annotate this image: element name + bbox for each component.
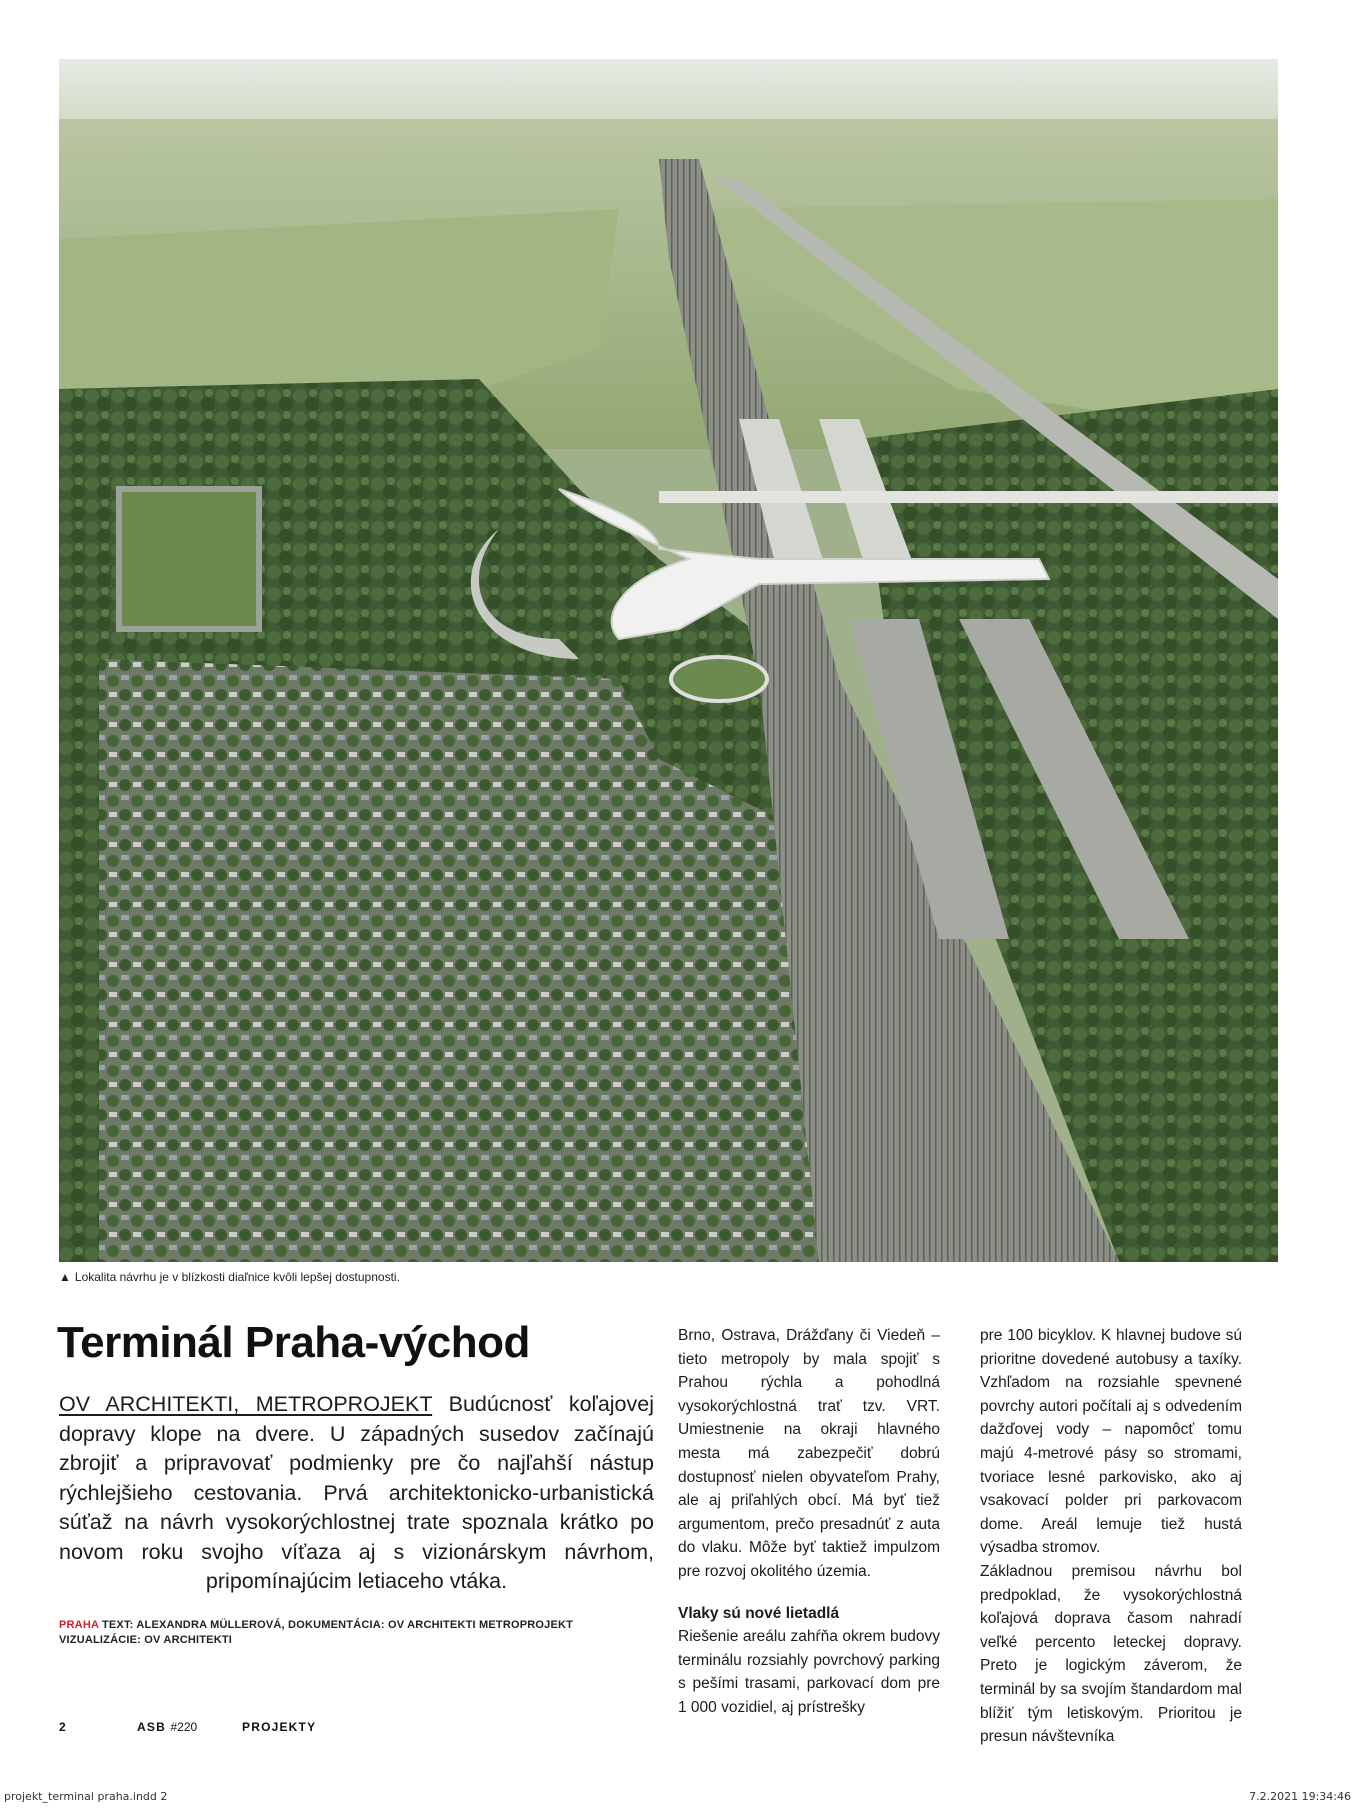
lead-text: Budúcnosť koľajovej dopravy klope na dvere. U západných susedov začínajú zbrojiť a pripravovať podmienky pre čo najľahší nástup rýchlejšieho cestovania. Prvá architektonicko-urbanistická súťaž na návrh vysokorýchlostnej trate spoznala krátko po novom roku svojho víťaza aj s vizionárskym návrhom, pripomínajúcim letiaceho vtáka. xyxy=(59,1392,654,1593)
column-2-paragraph-2: Základnou premisou návrhu bol predpoklad, že vysokorýchlostná koľajová doprava časom nahradí veľké percento leteckej dopravy. Preto je logickým záverom, že terminál by sa svojím štandardom mal blížiť tým letiskovým. Prioritou je presun návštevníka xyxy=(980,1562,1242,1746)
article-title: Terminál Praha-východ xyxy=(57,1318,530,1367)
column-1-paragraph-2: Riešenie areálu zahŕňa okrem budovy terminálu rozsiahly povrchový parking s pešími trasami, parkovací dom pre 1 000 vozidiel, aj prístrešky xyxy=(678,1628,940,1716)
column-1-paragraph-1: Brno, Ostrava, Drážďany či Viedeň – tieto metropoly by mala spojiť s Prahou rýchla a pohodlná vysokorýchlostná trať tzv. VRT. Umiestnenie na okraji hlavného mesta má zabezpečiť dobrú dostupnosť nielen obyvateľom Prahy, ale aj priľahlých obcí. Má byť tiež argumentom, prečo presadnúť z auta do vlaku. Môže byť taktiež impulzom pre rozvoj okolitého územia. xyxy=(678,1327,940,1580)
magazine-issue xyxy=(137,1720,242,1734)
article-column-1 xyxy=(678,1324,940,1720)
credits-line-1: TEXT: ALEXANDRA MÜLLEROVÁ, DOKUMENTÁCIA: OV ARCHITEKTI METROPROJEKT xyxy=(98,1619,574,1631)
article-authors: OV ARCHITEKTI, METROPROJEKT xyxy=(59,1392,433,1416)
article-credits xyxy=(59,1618,659,1648)
print-slug-date: 7.2.2021 19:34:46 xyxy=(1249,1790,1351,1803)
magazine-name: ASB xyxy=(137,1720,166,1734)
column-1-subheading: Vlaky sú nové lietadlá xyxy=(678,1604,840,1622)
image-caption xyxy=(59,1270,400,1284)
section-name: PROJEKTY xyxy=(242,1720,317,1734)
aerial-rendering-icon xyxy=(59,59,1278,1262)
issue-number: #220 xyxy=(170,1720,198,1734)
column-2-paragraph-1: pre 100 bicyklov. K hlavnej budove sú prioritne dovedené autobusy a taxíky. Vzhľadom na rozsiahle spevnené povrchy autori počítali aj s odvedením dažďovej vody – napomôcť tomu majú 4-metrové pásy so stromami, tvoriace lesné parkovisko, ako aj vsakovací polder pri parkovacom dome. Areál lemuje tiež hustá výsadba stromov. xyxy=(980,1327,1242,1557)
arrow-up-icon: ▲ xyxy=(59,1270,71,1284)
caption-text: Lokalita návrhu je v blízkosti diaľnice kvôli lepšej dostupnosti. xyxy=(74,1270,400,1284)
credits-city: PRAHA xyxy=(59,1619,99,1631)
hero-image xyxy=(59,59,1278,1262)
article-column-2 xyxy=(980,1324,1242,1749)
print-slug-file: projekt_terminal praha.indd 2 xyxy=(4,1790,168,1803)
page-number: 2 xyxy=(59,1720,67,1734)
credits-line-2: VIZUALIZÁCIE: OV ARCHITEKTI xyxy=(59,1634,233,1646)
article-lead xyxy=(59,1390,654,1597)
page-footer xyxy=(59,1720,316,1734)
